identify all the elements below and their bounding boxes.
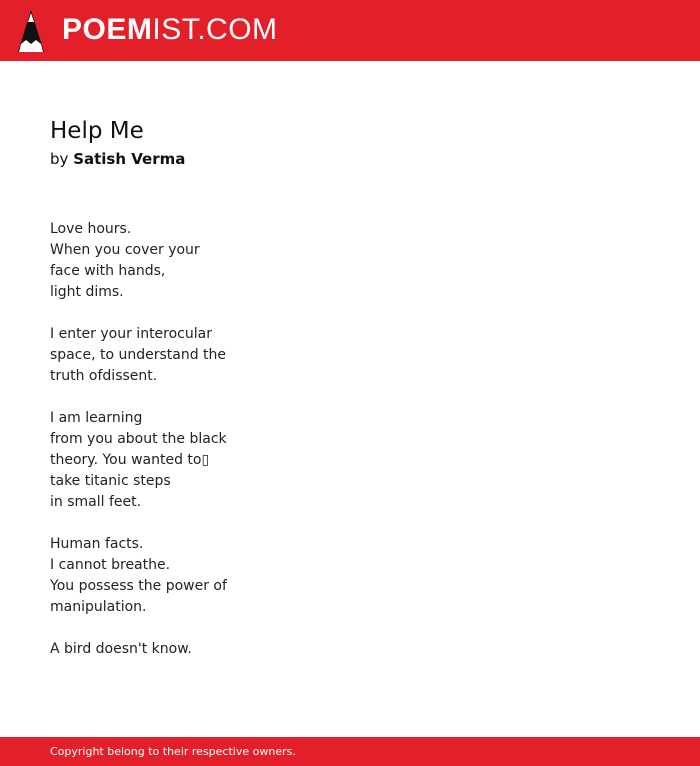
poem-line: take titanic steps xyxy=(50,473,171,489)
poem-line: in small feet. xyxy=(50,494,142,510)
byline xyxy=(50,149,185,169)
poem-body xyxy=(50,219,310,681)
stanza xyxy=(50,639,310,660)
poem-line: manipulation. xyxy=(50,599,147,615)
by-label: by xyxy=(50,150,69,168)
poem-line: I am learning xyxy=(50,410,143,426)
site-header xyxy=(0,0,700,61)
poem-line: You possess the power of xyxy=(50,578,227,594)
site-footer xyxy=(0,737,700,766)
site-logo[interactable] xyxy=(62,13,278,47)
poem-line: light dims. xyxy=(50,284,124,300)
copyright-text: Copyright belong to their respective owners. xyxy=(50,745,296,758)
poem-line: face with hands, xyxy=(50,263,166,279)
poem-title: Help Me xyxy=(50,118,144,144)
poem-line: I cannot breathe. xyxy=(50,557,171,573)
logo-text-light: IST.COM xyxy=(152,13,278,46)
stanza xyxy=(50,408,310,513)
stanza xyxy=(50,219,310,303)
poem-line: When you cover your xyxy=(50,242,200,258)
poem-line: Human facts. xyxy=(50,536,144,552)
pencil-icon[interactable] xyxy=(18,10,44,52)
poem-line: I enter your interocular xyxy=(50,326,212,342)
author-name: Satish Verma xyxy=(73,150,186,168)
poem-line: theory. You wanted to▯ xyxy=(50,452,210,468)
logo-text-bold: POEM xyxy=(62,13,153,46)
stanza xyxy=(50,324,310,387)
poem-line: Love hours. xyxy=(50,221,132,237)
stanza xyxy=(50,534,310,618)
poem-line: space, to understand the xyxy=(50,347,227,363)
poem-line: from you about the black xyxy=(50,431,227,447)
poem-line: truth ofdissent. xyxy=(50,368,158,384)
poem-line: A bird doesn't know. xyxy=(50,641,192,657)
